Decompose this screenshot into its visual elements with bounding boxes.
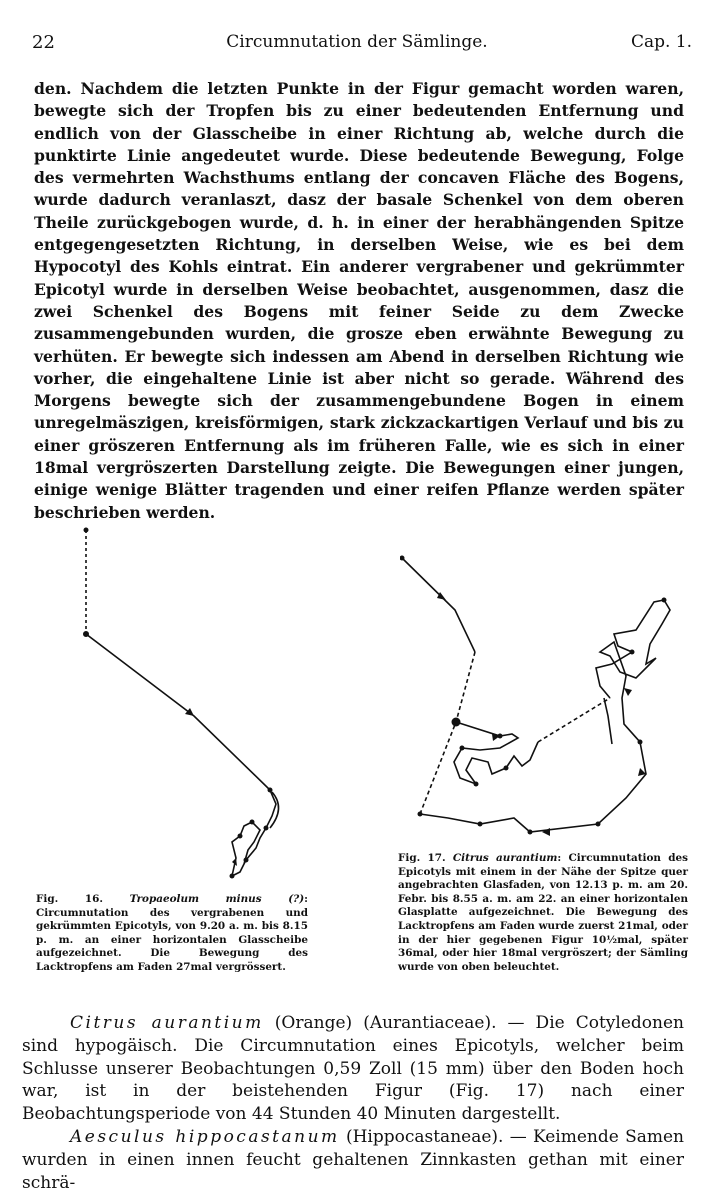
fig17-dotted-a bbox=[456, 652, 475, 722]
fig16-start-point bbox=[84, 528, 89, 533]
fig17-start-point bbox=[452, 718, 461, 727]
fig17-species: Citrus aurantium bbox=[452, 852, 558, 864]
fig17-arrows bbox=[437, 592, 646, 836]
fig17-dotted-c bbox=[538, 698, 610, 742]
fig16-species: Tropaeolum minus (?) bbox=[129, 893, 305, 905]
fig17-label: Fig. 17. bbox=[398, 852, 446, 864]
fig17-caption-text: : Circumnutation des Epicotyls mit einem in der Nähe der Spitze quer angebrachten Glasfaden, von 12.13 p. m. am 20. Febr. bis 8.55 a. m. am 22. an einer horizontalen Glasplatte aufgezeichnet. Die Bewegung des Lacktropfens am Faden wurde zuerst 21mal, oder in der hier gegebenen Figur 10½mal, später 36mal, oder hier 18mal vergröszert; der Sämling wurde von oben beleuchtet. bbox=[398, 852, 688, 973]
citrus-text: (Orange) (Aurantiaceae). — Die Cotyledonen sind hypogäisch. Die Circumnutation eines Epicotyls, welcher beim Schlusse unserer Beobachtungen 0,59 Zoll (15 mm) über den Boden hoch war, ist in der beistehenden Figur (Fig. 17) nach einer Beobachtungsperiode von 44 Stunden 40 Minuten dargestellt. bbox=[22, 1013, 684, 1125]
figure-17-diagram bbox=[400, 548, 700, 848]
page-header bbox=[22, 32, 692, 56]
fig16-trace bbox=[86, 634, 276, 876]
figure-16-caption bbox=[36, 893, 308, 975]
lower-text-block bbox=[22, 1012, 684, 1194]
figure-16-diagram bbox=[60, 520, 300, 890]
aesculus-species: Aesculus hippocastanum bbox=[70, 1126, 340, 1147]
figure-17-caption bbox=[398, 852, 688, 974]
fig16-points bbox=[83, 631, 273, 879]
page-number: 22 bbox=[32, 32, 55, 53]
body-paragraph: den. Nachdem die letzten Punkte in der Figur gemacht worden waren, bewegte sich der Tropfen bis zu einer bedeutenden Entfernung und endlich von der Glasscheibe in einer Richtung ab, welche durch die punktirte Linie angedeutet wurde. Diese bedeutende Bewegung, Folge des vermehrten Wachsthums entlang der concaven Fläche des Bogens, wurde dadurch veranlaszt, dasz der basale Schenkel von dem oberen Theile zurückgebogen wurde, d. h. in einer der herabhängenden Spitze entgegengesetzten Richtung, in derselben Weise, wie es bei dem Hypocotyl des Kohls eintrat. Ein anderer vergrabener und gekrümmter Epicotyl wurde in derselben Weise beobachtet, ausgenommen, dasz die zwei Schenkel des Bogens mit feiner Seide zu dem Zwecke zusammengebunden wurden, die grosze eben erwähnte Bewegung zu verhüten. Er bewegte sich indessen am Abend in derselben Richtung wie vorher, die eingehaltene Linie ist aber nicht so gerade. Während des Morgens bewegte sich der zusammengebundene Bogen in einem unregelmäszigen, kreisförmigen, stark zickzackartigen Verlauf und bis zu einer gröszeren Entfernung als im früheren Falle, wie es sich in einer 18mal vergröszerten Darstellung zeigte. Die Bewegungen einer jungen, einige wenige Blätter tragenden und einer reifen Pflanze werden später beschrieben werden. bbox=[34, 79, 684, 522]
aesculus-text: (Hippocastaneae). — Keimende Samen wurden in einen innen feucht gehaltenen Zinnkasten gethan mit einer schrä- bbox=[22, 1126, 684, 1193]
fig17-trace-upper bbox=[402, 558, 475, 652]
chapter-label: Cap. 1. bbox=[630, 32, 692, 52]
fig17-trace-middle bbox=[454, 722, 538, 784]
citrus-species: Citrus aurantium bbox=[70, 1013, 264, 1033]
fig16-caption-text: : Circumnutation des vergrabenen und gekrümmten Epicotyls, von 9.20 a. m. bis 8.15 p. m. an einer horizontalen Glasscheibe aufgezeichnet. Die Bewegung des Lacktropfens am Faden 27mal vergrössert. bbox=[36, 893, 308, 973]
body-paragraph-block bbox=[34, 78, 684, 524]
aesculus-paragraph bbox=[22, 1126, 684, 1194]
citrus-paragraph bbox=[22, 1012, 684, 1126]
fig17-trace-inner bbox=[604, 698, 612, 744]
fig16-label: Fig. 16. bbox=[36, 893, 103, 905]
running-title: Circumnutation der Sämlinge. bbox=[226, 32, 488, 52]
fig17-dotted-b bbox=[420, 722, 456, 814]
